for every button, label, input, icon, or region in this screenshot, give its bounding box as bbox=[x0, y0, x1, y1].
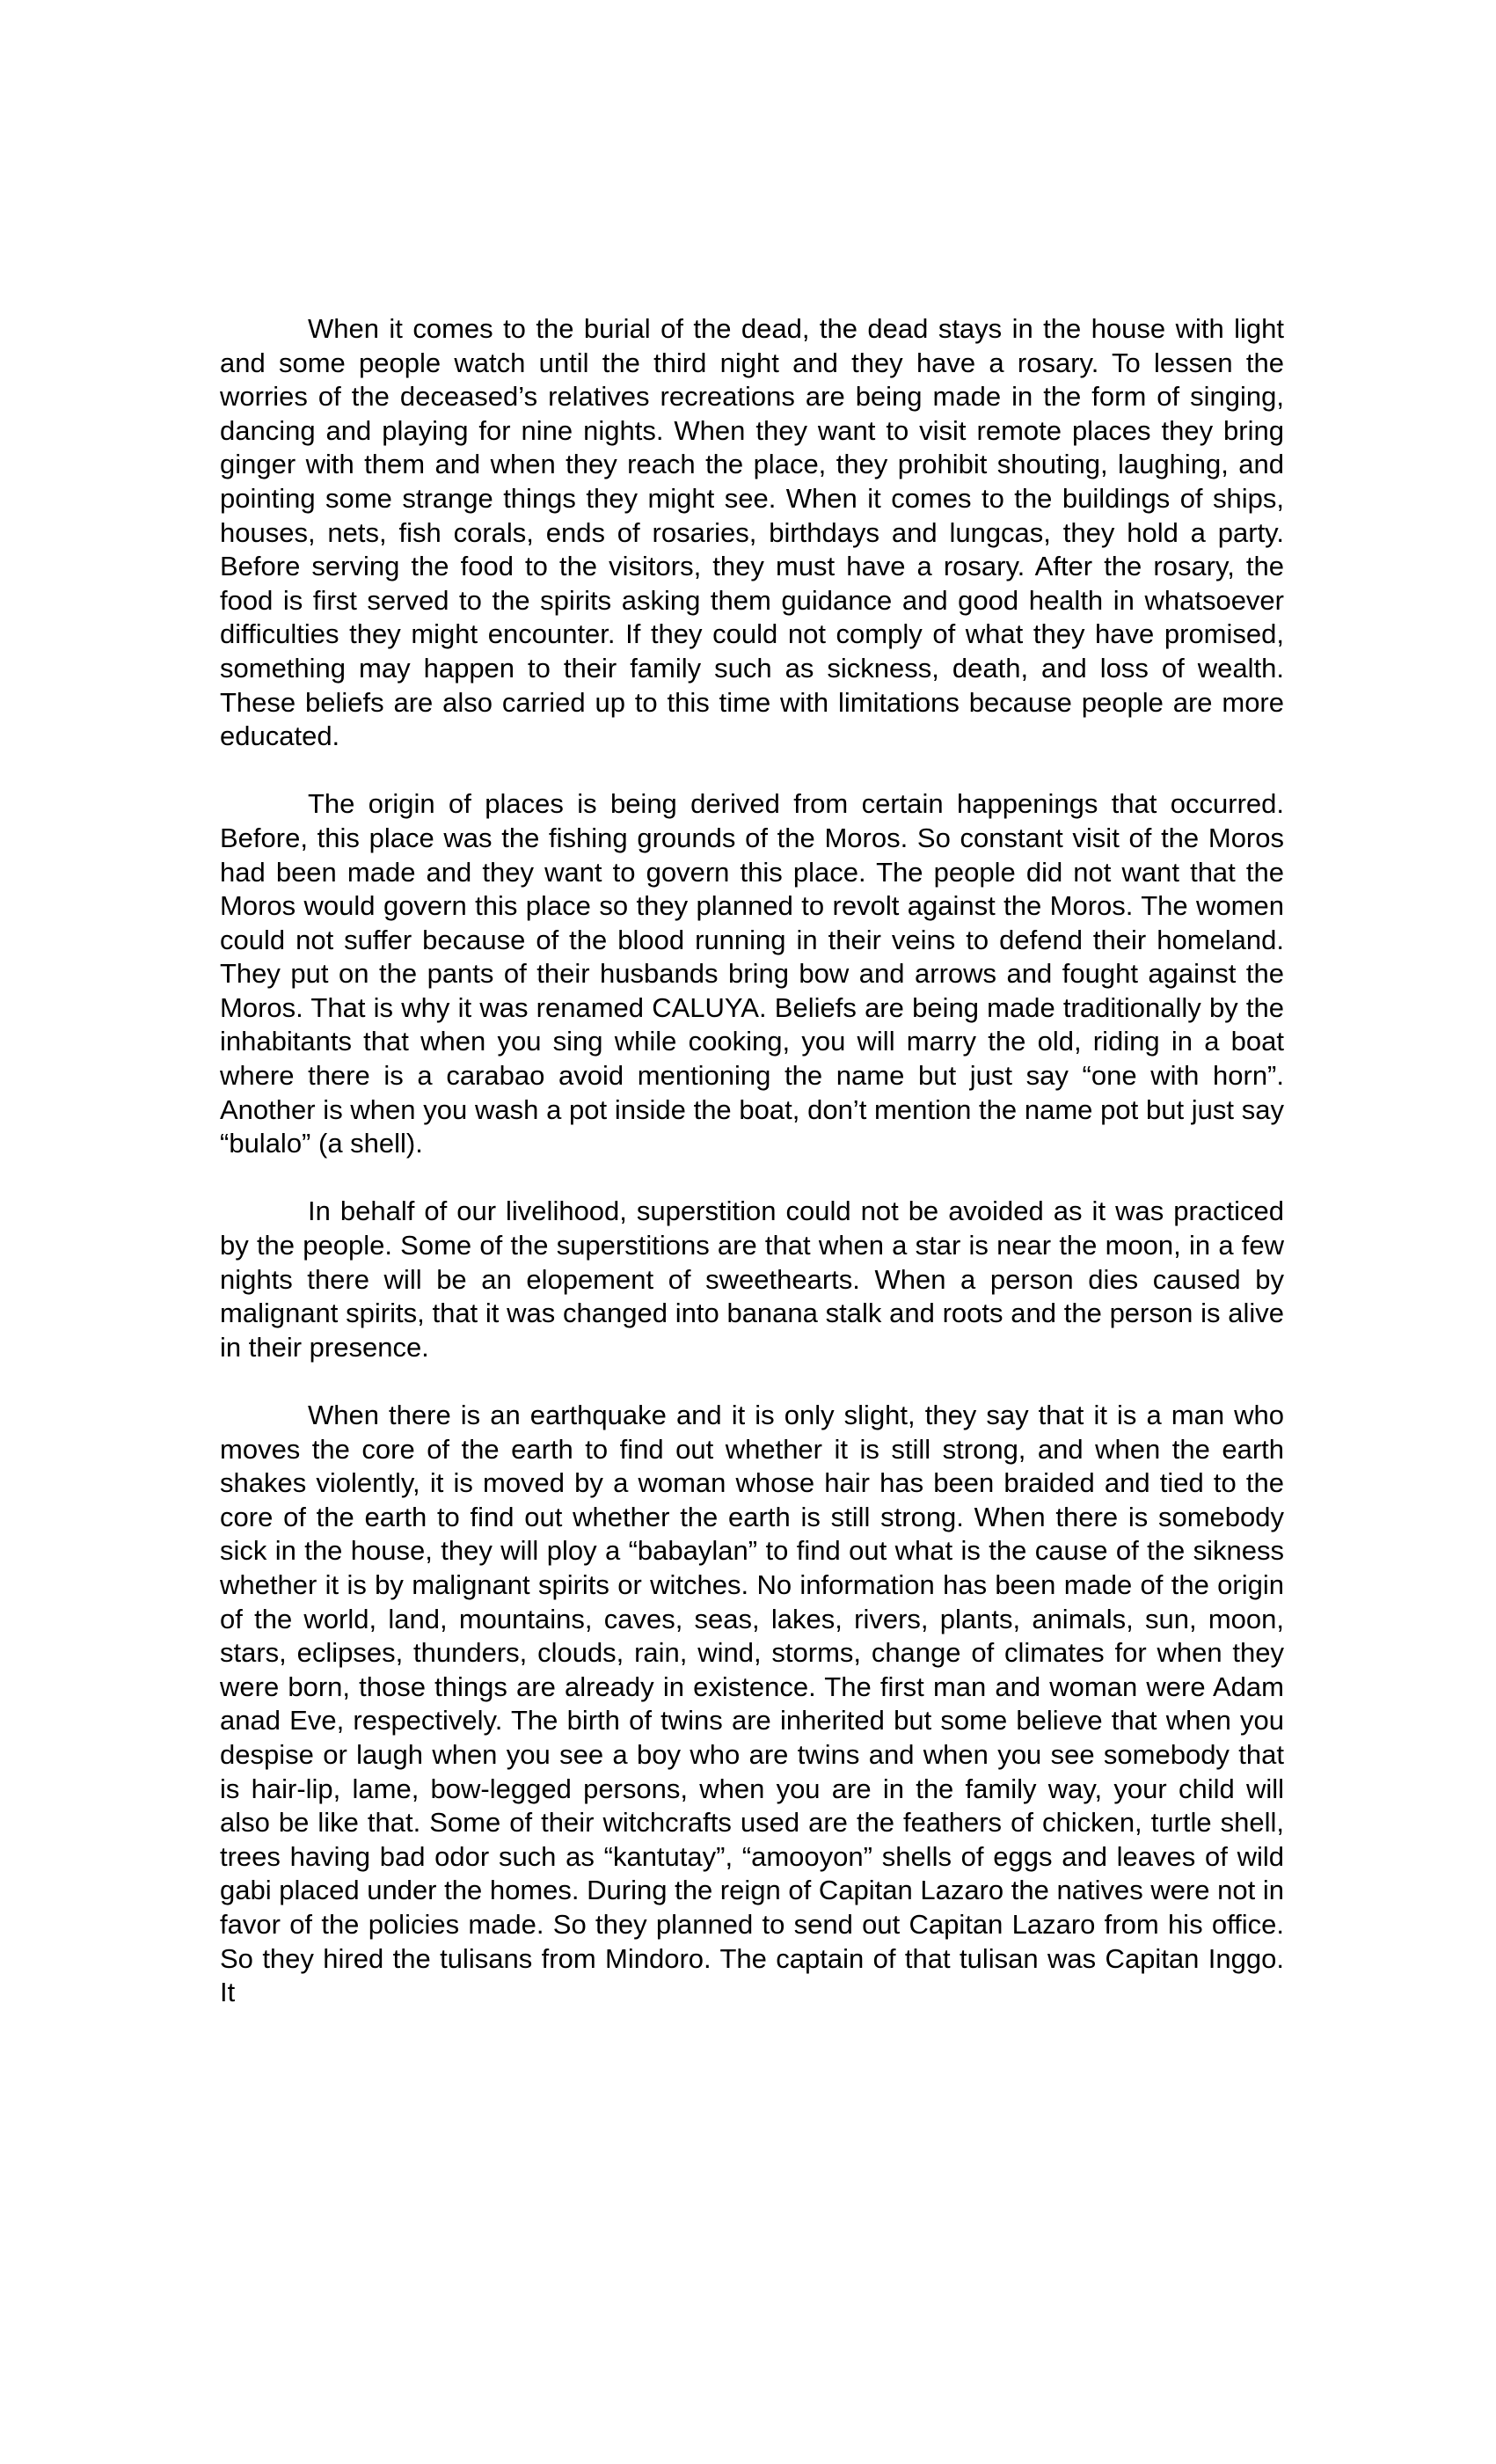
document-body bbox=[220, 312, 1284, 2010]
paragraph-burial-customs: When it comes to the burial of the dead, the dead stays in the house with light and some people watch until the third night and they have a rosary. To lessen the worries of the deceased’s relatives recreations are being made in the form of singing, dancing and playing for nine nights. When they want to visit remote places they bring ginger with them and when they reach the place, they prohibit shouting, laughing, and pointing some strange things they might see. When it comes to the buildings of ships, houses, nets, fish corals, ends of rosaries, birthdays and lungcas, they hold a party. Before serving the food to the visitors, they must have a rosary. After the rosary, the food is first served to the spirits asking them guidance and good health in whatsoever difficulties they might encounter. If they could not comply of what they have promised, something may happen to their family such as sickness, death, and loss of wealth. These beliefs are also carried up to this time with limitations because people are more educated. bbox=[220, 313, 1284, 752]
paragraph-superstitions: In behalf of our livelihood, superstition could not be avoided as it was practiced by the people. Some of the superstitions are that when a star is near the moon, in a few nights there will be an elopement of sweethearts. When a person dies caused by malignant spirits, that it was changed into banana stalk and roots and the person is alive in their presence. bbox=[220, 1195, 1284, 1363]
paragraph-origin-of-places: The origin of places is being derived from certain happenings that occurred. Before, this place was the fishing grounds of the Moros. So constant visit of the Moros had been made and they want to govern this place. The people did not want that the Moros would govern this place so they planned to revolt against the Moros. The women could not suffer because of the blood running in their veins to defend their homeland. They put on the pants of their husbands bring bow and arrows and fought against the Moros. That is why it was renamed CALUYA. Beliefs are being made traditionally by the inhabitants that when you sing while cooking, you will marry the old, riding in a boat where there is a carabao avoid mentioning the name but just say “one with horn”. Another is when you wash a pot inside the boat, don’t mention the name pot but just say “bulalo” (a shell). bbox=[220, 788, 1284, 1159]
paragraph-earthquake-beliefs: When there is an earthquake and it is only slight, they say that it is a man who moves the core of the earth to find out whether it is still strong, and when the earth shakes violently, it is moved by a woman whose hair has been braided and tied to the core of the earth to find out whether the earth is still strong. When there is somebody sick in the house, they will ploy a “babaylan” to find out what is the cause of the sikness whether it is by malignant spirits or witches. No information has been made of the origin of the world, land, mountains, caves, seas, lakes, rivers, plants, animals, sun, moon, stars, eclipses, thunders, clouds, rain, wind, storms, change of climates for when they were born, those things are already in existence. The first man and woman were Adam anad Eve, respectively. The birth of twins are inherited but some believe that when you despise or laugh when you see a boy who are twins and when you see somebody that is hair-lip, lame, bow-legged persons, when you are in the family way, your child will also be like that. Some of their witchcrafts used are the feathers of chicken, turtle shell, trees having bad odor such as “kantutay”, “amooyon” shells of eggs and leaves of wild gabi placed under the homes. During the reign of Capitan Lazaro the natives were not in favor of the policies made. So they planned to send out Capitan Lazaro from his office. So they hired the tulisans from Mindoro. The captain of that tulisan was Capitan Inggo. It bbox=[220, 1400, 1284, 2008]
